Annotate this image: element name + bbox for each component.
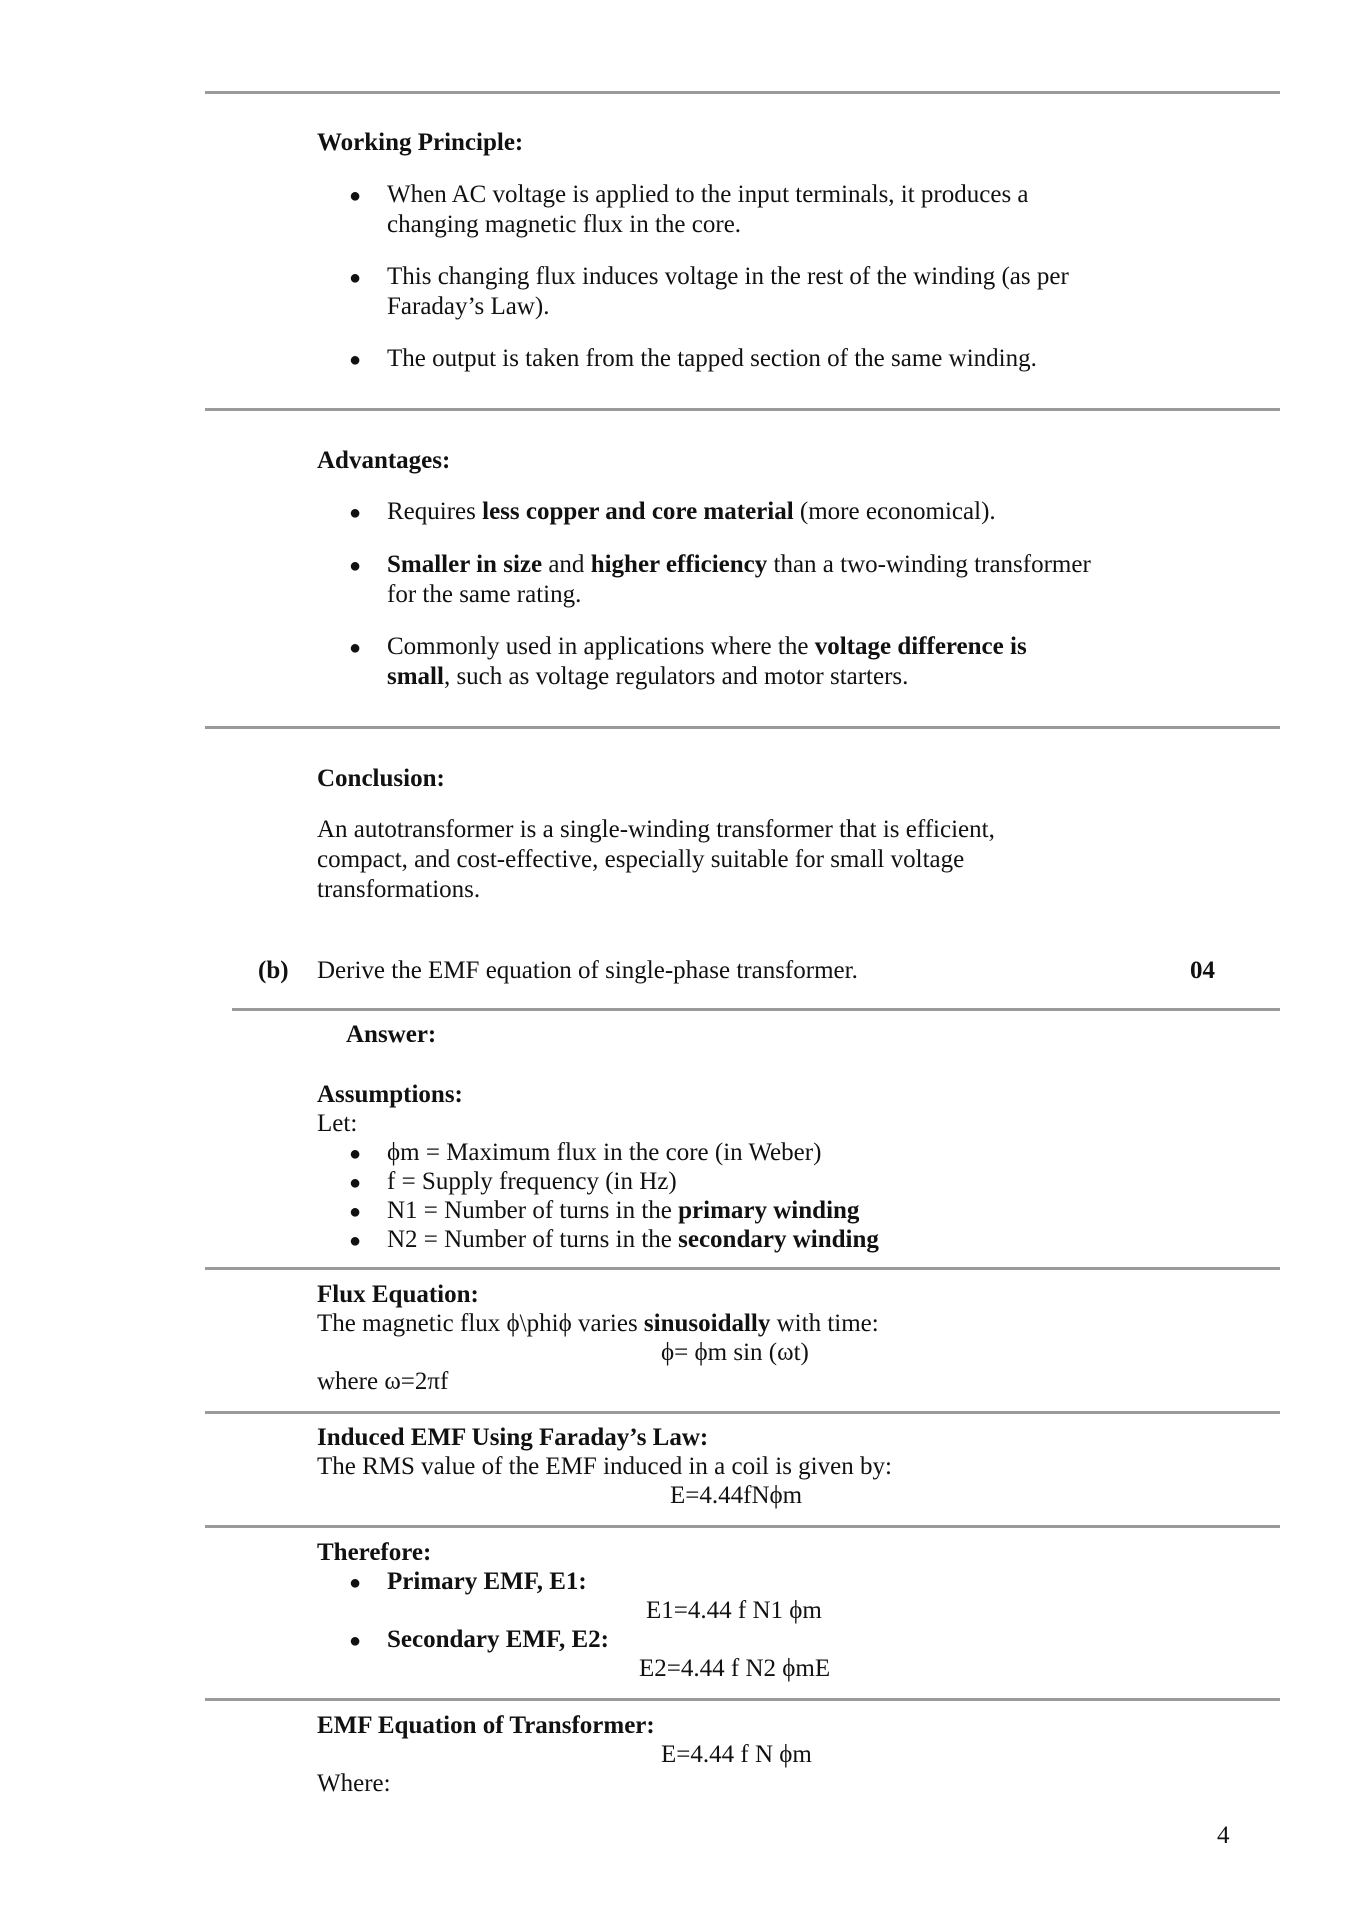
section-divider — [205, 1267, 1280, 1270]
bullet-icon: ● — [349, 349, 362, 371]
bullet-icon: ● — [349, 1172, 362, 1194]
bullet-icon: ● — [349, 502, 362, 524]
working-item-2-line-2: Faraday’s Law). — [387, 293, 550, 320]
conclusion-heading: Conclusion: — [317, 765, 445, 792]
induced-emf-equation: E=4.44fNϕm — [670, 1482, 803, 1509]
advantage-item-3-line-1: Commonly used in applications where the voltage difference is — [387, 633, 1027, 660]
working-item-1-line-2: changing magnetic flux in the core. — [387, 211, 742, 238]
section-divider — [205, 726, 1280, 729]
section-divider — [205, 1698, 1280, 1701]
secondary-emf-equation: E2=4.44 f N2 ϕmE — [639, 1655, 831, 1682]
assumption-item-3: N1 = Number of turns in the primary winding — [387, 1197, 860, 1224]
induced-emf-heading: Induced EMF Using Faraday’s Law: — [317, 1424, 709, 1451]
assumptions-heading: Assumptions: — [317, 1081, 463, 1108]
bullet-icon: ● — [349, 637, 362, 659]
question-marks: 04 — [1190, 957, 1215, 984]
induced-emf-description: The RMS value of the EMF induced in a coil is given by: — [317, 1453, 892, 1480]
primary-emf-label: Primary EMF, E1: — [387, 1568, 587, 1595]
bullet-icon: ● — [349, 1230, 362, 1252]
conclusion-line-1: An autotransformer is a single-winding transformer that is efficient, — [317, 816, 995, 843]
let-label: Let: — [317, 1110, 358, 1137]
question-label: (b) — [258, 957, 289, 984]
answer-heading: Answer: — [346, 1021, 437, 1048]
assumption-item-2: f = Supply frequency (in Hz) — [387, 1168, 677, 1195]
assumption-item-1: ϕm = Maximum flux in the core (in Weber) — [387, 1139, 822, 1166]
working-item-1-line-1: When AC voltage is applied to the input terminals, it produces a — [387, 181, 1029, 208]
working-item-3: The output is taken from the tapped section of the same winding. — [387, 345, 1037, 372]
bullet-icon: ● — [349, 1201, 362, 1223]
emf-equation-heading: EMF Equation of Transformer: — [317, 1712, 655, 1739]
section-divider — [205, 91, 1280, 94]
flux-description: The magnetic flux ϕ\phiϕ varies sinusoidally with time: — [317, 1310, 879, 1337]
bullet-icon: ● — [349, 1143, 362, 1165]
section-divider — [205, 408, 1280, 411]
emf-equation: E=4.44 f N ϕm — [661, 1741, 812, 1768]
working-item-2-line-1: This changing flux induces voltage in the rest of the winding (as per — [387, 263, 1069, 290]
working-principle-heading: Working Principle: — [317, 129, 524, 156]
advantage-item-2-line-1: Smaller in size and higher efficiency than a two-winding transformer — [387, 551, 1091, 578]
emf-where: Where: — [317, 1770, 391, 1797]
advantages-heading: Advantages: — [317, 447, 451, 474]
assumption-item-4: N2 = Number of turns in the secondary winding — [387, 1226, 879, 1253]
bullet-icon: ● — [349, 185, 362, 207]
section-divider — [205, 1411, 1280, 1414]
conclusion-line-2: compact, and cost-effective, especially suitable for small voltage — [317, 846, 965, 873]
advantage-item-1: Requires less copper and core material (more economical). — [387, 498, 996, 525]
question-text: Derive the EMF equation of single-phase transformer. — [317, 957, 858, 984]
page-number: 4 — [1217, 1822, 1230, 1849]
secondary-emf-label: Secondary EMF, E2: — [387, 1626, 609, 1653]
flux-equation: ϕ= ϕm sin (ωt) — [661, 1339, 809, 1366]
conclusion-line-3: transformations. — [317, 876, 481, 903]
flux-where: where ω=2πf — [317, 1368, 449, 1395]
section-divider — [205, 1525, 1280, 1528]
bullet-icon: ● — [349, 555, 362, 577]
advantage-item-3-line-2: small, such as voltage regulators and motor starters. — [387, 663, 909, 690]
bullet-icon: ● — [349, 1572, 362, 1594]
flux-heading: Flux Equation: — [317, 1281, 479, 1308]
section-divider — [232, 1008, 1280, 1011]
therefore-heading: Therefore: — [317, 1539, 432, 1566]
primary-emf-equation: E1=4.44 f N1 ϕm — [646, 1597, 822, 1624]
bullet-icon: ● — [349, 1630, 362, 1652]
bullet-icon: ● — [349, 267, 362, 289]
advantage-item-2-line-2: for the same rating. — [387, 581, 582, 608]
